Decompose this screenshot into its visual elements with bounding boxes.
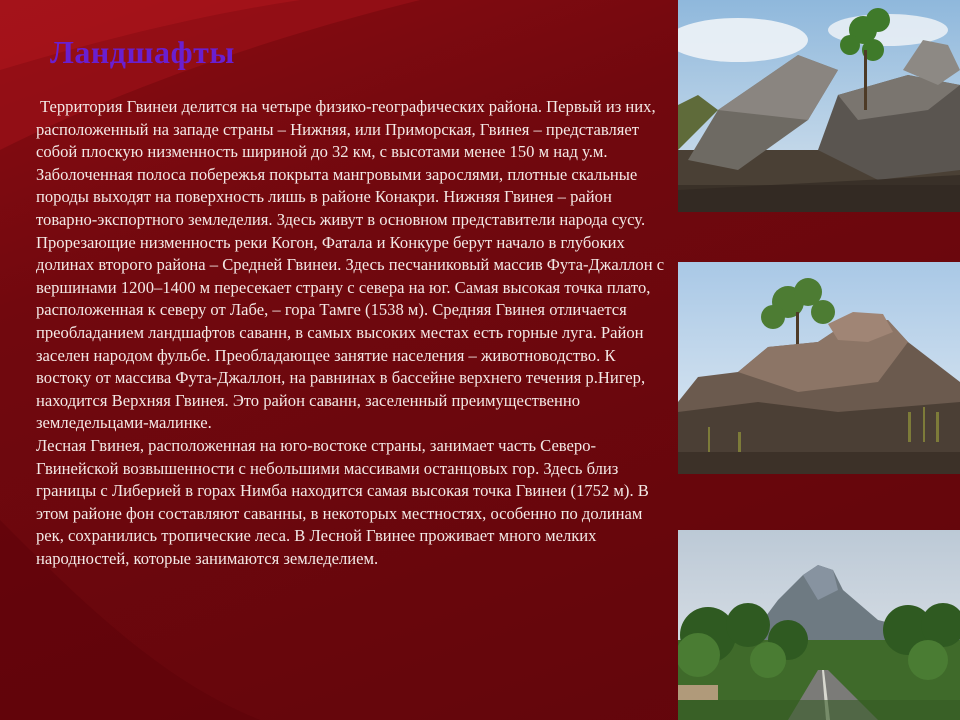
slide-body-text bbox=[36, 96, 668, 570]
body-paragraph-1: Территория Гвинеи делится на четыре физико-географических района. Первый из них, расположенный на западе страны – Нижняя, или Приморская, Гвинея – представляет собой плоскую низменность шириной до 32 км, с высотами менее 150 м над у.м. Заболоченная полоса побережья покрыта мангровыми зарослями, плотные скальные породы выходят на поверхность лишь в районе Конакри. Нижняя Гвинея – район товарно-экспортного земледелия. Здесь живут в основном представители народа сусу. Прорезающие низменность реки Когон, Фатала и Конкуре берут начало в глубоких долинах второго района – Средней Гвинеи. Здесь песчаниковый массив Фута-Джаллон с вершинами 1200–1400 м пересекает страну с севера на юг. Самая высокая точка плато, расположенная к северу от Лабе, – гора Тамге (1538 м). Средняя Гвинея отличается преобладанием ландшафтов саванн, в самых высоких местах есть горные луга. Район заселен народом фульбе. Преобладающее занятие населения – животноводство. К востоку от массива Фута-Джаллон, на равнинах в бассейне верхнего течения р.Нигер, находится Верхняя Гвинея. Это район саванн, заселенный преимущественно земледельцами-малинке. bbox=[36, 97, 665, 433]
rocks-photo bbox=[678, 0, 960, 212]
sandstone-outcrop-photo bbox=[678, 262, 960, 474]
mountain-road-photo bbox=[678, 530, 960, 720]
slide-title: Ландшафты bbox=[50, 34, 235, 70]
body-paragraph-2: Лесная Гвинея, расположенная на юго-востоке страны, занимает часть Северо-Гвинейской возвышенности с небольшими массивами останцовых гор. Здесь близ границы с Либерией в горах Нимба находится самая высокая точка Гвинеи (1752 м). В этом районе фон составляют саванны, в некоторых местностях, особенно по долинам рек, сохранились тропические леса. В Лесной Гвинее проживает много мелких народностей, которые занимаются земледелием. bbox=[36, 435, 649, 568]
